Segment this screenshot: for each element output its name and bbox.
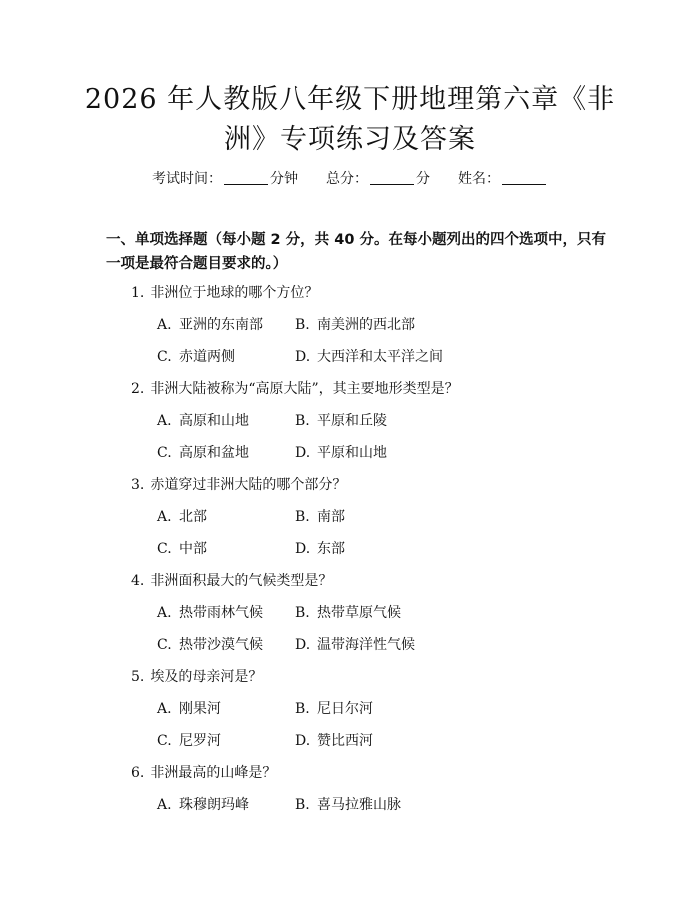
question-number: 4. xyxy=(131,573,145,589)
option-a: A. 亚洲的东南部 xyxy=(157,317,263,333)
question-text: 非洲面积最大的气候类型是？ xyxy=(150,573,333,589)
option-d: D. 平原和山地 xyxy=(295,445,387,461)
option-a: A. 刚果河 xyxy=(157,701,221,717)
exam-time-blank xyxy=(224,184,268,185)
total-score-blank xyxy=(370,184,414,185)
option-c: C. 赤道两侧 xyxy=(157,349,235,365)
option-b: B. 热带草原气候 xyxy=(295,605,401,621)
exam-time-field xyxy=(152,168,298,188)
option-b: B. 南美洲的西北部 xyxy=(295,317,415,333)
question-number: 2. xyxy=(131,381,145,397)
option-d: D. 赞比西河 xyxy=(295,733,373,749)
question-text: 非洲位于地球的哪个方位？ xyxy=(150,285,319,301)
question-text: 埃及的母亲河是？ xyxy=(150,669,263,685)
question-5 xyxy=(131,666,262,686)
question-1 xyxy=(131,282,318,302)
name-label: 姓名： xyxy=(458,171,500,187)
document-title-line1: 2026 年人教版八年级下册地理第六章《非 xyxy=(84,84,616,115)
option-a: A. 珠穆朗玛峰 xyxy=(157,797,249,813)
option-b: B. 喜马拉雅山脉 xyxy=(295,797,401,813)
question-text: 赤道穿过非洲大陆的哪个部分？ xyxy=(150,477,347,493)
total-score-field xyxy=(326,168,430,188)
question-number: 6. xyxy=(131,765,145,781)
option-c: C. 热带沙漠气候 xyxy=(157,637,263,653)
option-d: D. 温带海洋性气候 xyxy=(295,637,415,653)
total-score-unit: 分 xyxy=(416,171,430,187)
option-b: B. 平原和丘陵 xyxy=(295,413,387,429)
section-heading: 一、单项选择题（每小题 2 分，共 40 分。在每小题列出的四个选项中，只有一项是最符合题目要求的。） xyxy=(106,232,606,272)
question-4 xyxy=(131,570,332,590)
question-3 xyxy=(131,474,346,494)
total-score-label: 总分： xyxy=(326,171,368,187)
option-c: C. 高原和盆地 xyxy=(157,445,249,461)
option-b: B. 尼日尔河 xyxy=(295,701,373,717)
option-c: C. 尼罗河 xyxy=(157,733,221,749)
exam-info-row xyxy=(0,168,700,188)
question-number: 5. xyxy=(131,669,145,685)
option-d: D. 大西洋和太平洋之间 xyxy=(295,349,443,365)
exam-time-label: 考试时间： xyxy=(152,171,222,187)
question-2 xyxy=(131,378,459,398)
option-c: C. 中部 xyxy=(157,541,207,557)
question-text: 非洲最高的山峰是？ xyxy=(150,765,277,781)
option-a: A. 热带雨林气候 xyxy=(157,605,263,621)
question-number: 1. xyxy=(131,285,145,301)
question-text: 非洲大陆被称为“高原大陆”，其主要地形类型是？ xyxy=(150,381,459,397)
question-6 xyxy=(131,762,276,782)
name-field xyxy=(458,168,548,188)
name-blank xyxy=(502,184,546,185)
option-a: A. 高原和山地 xyxy=(157,413,249,429)
option-b: B. 南部 xyxy=(295,509,345,525)
document-title-line2: 洲》专项练习及答案 xyxy=(224,124,476,155)
option-a: A. 北部 xyxy=(157,509,207,525)
option-d: D. 东部 xyxy=(295,541,345,557)
question-number: 3. xyxy=(131,477,145,493)
exam-time-unit: 分钟 xyxy=(270,171,298,187)
